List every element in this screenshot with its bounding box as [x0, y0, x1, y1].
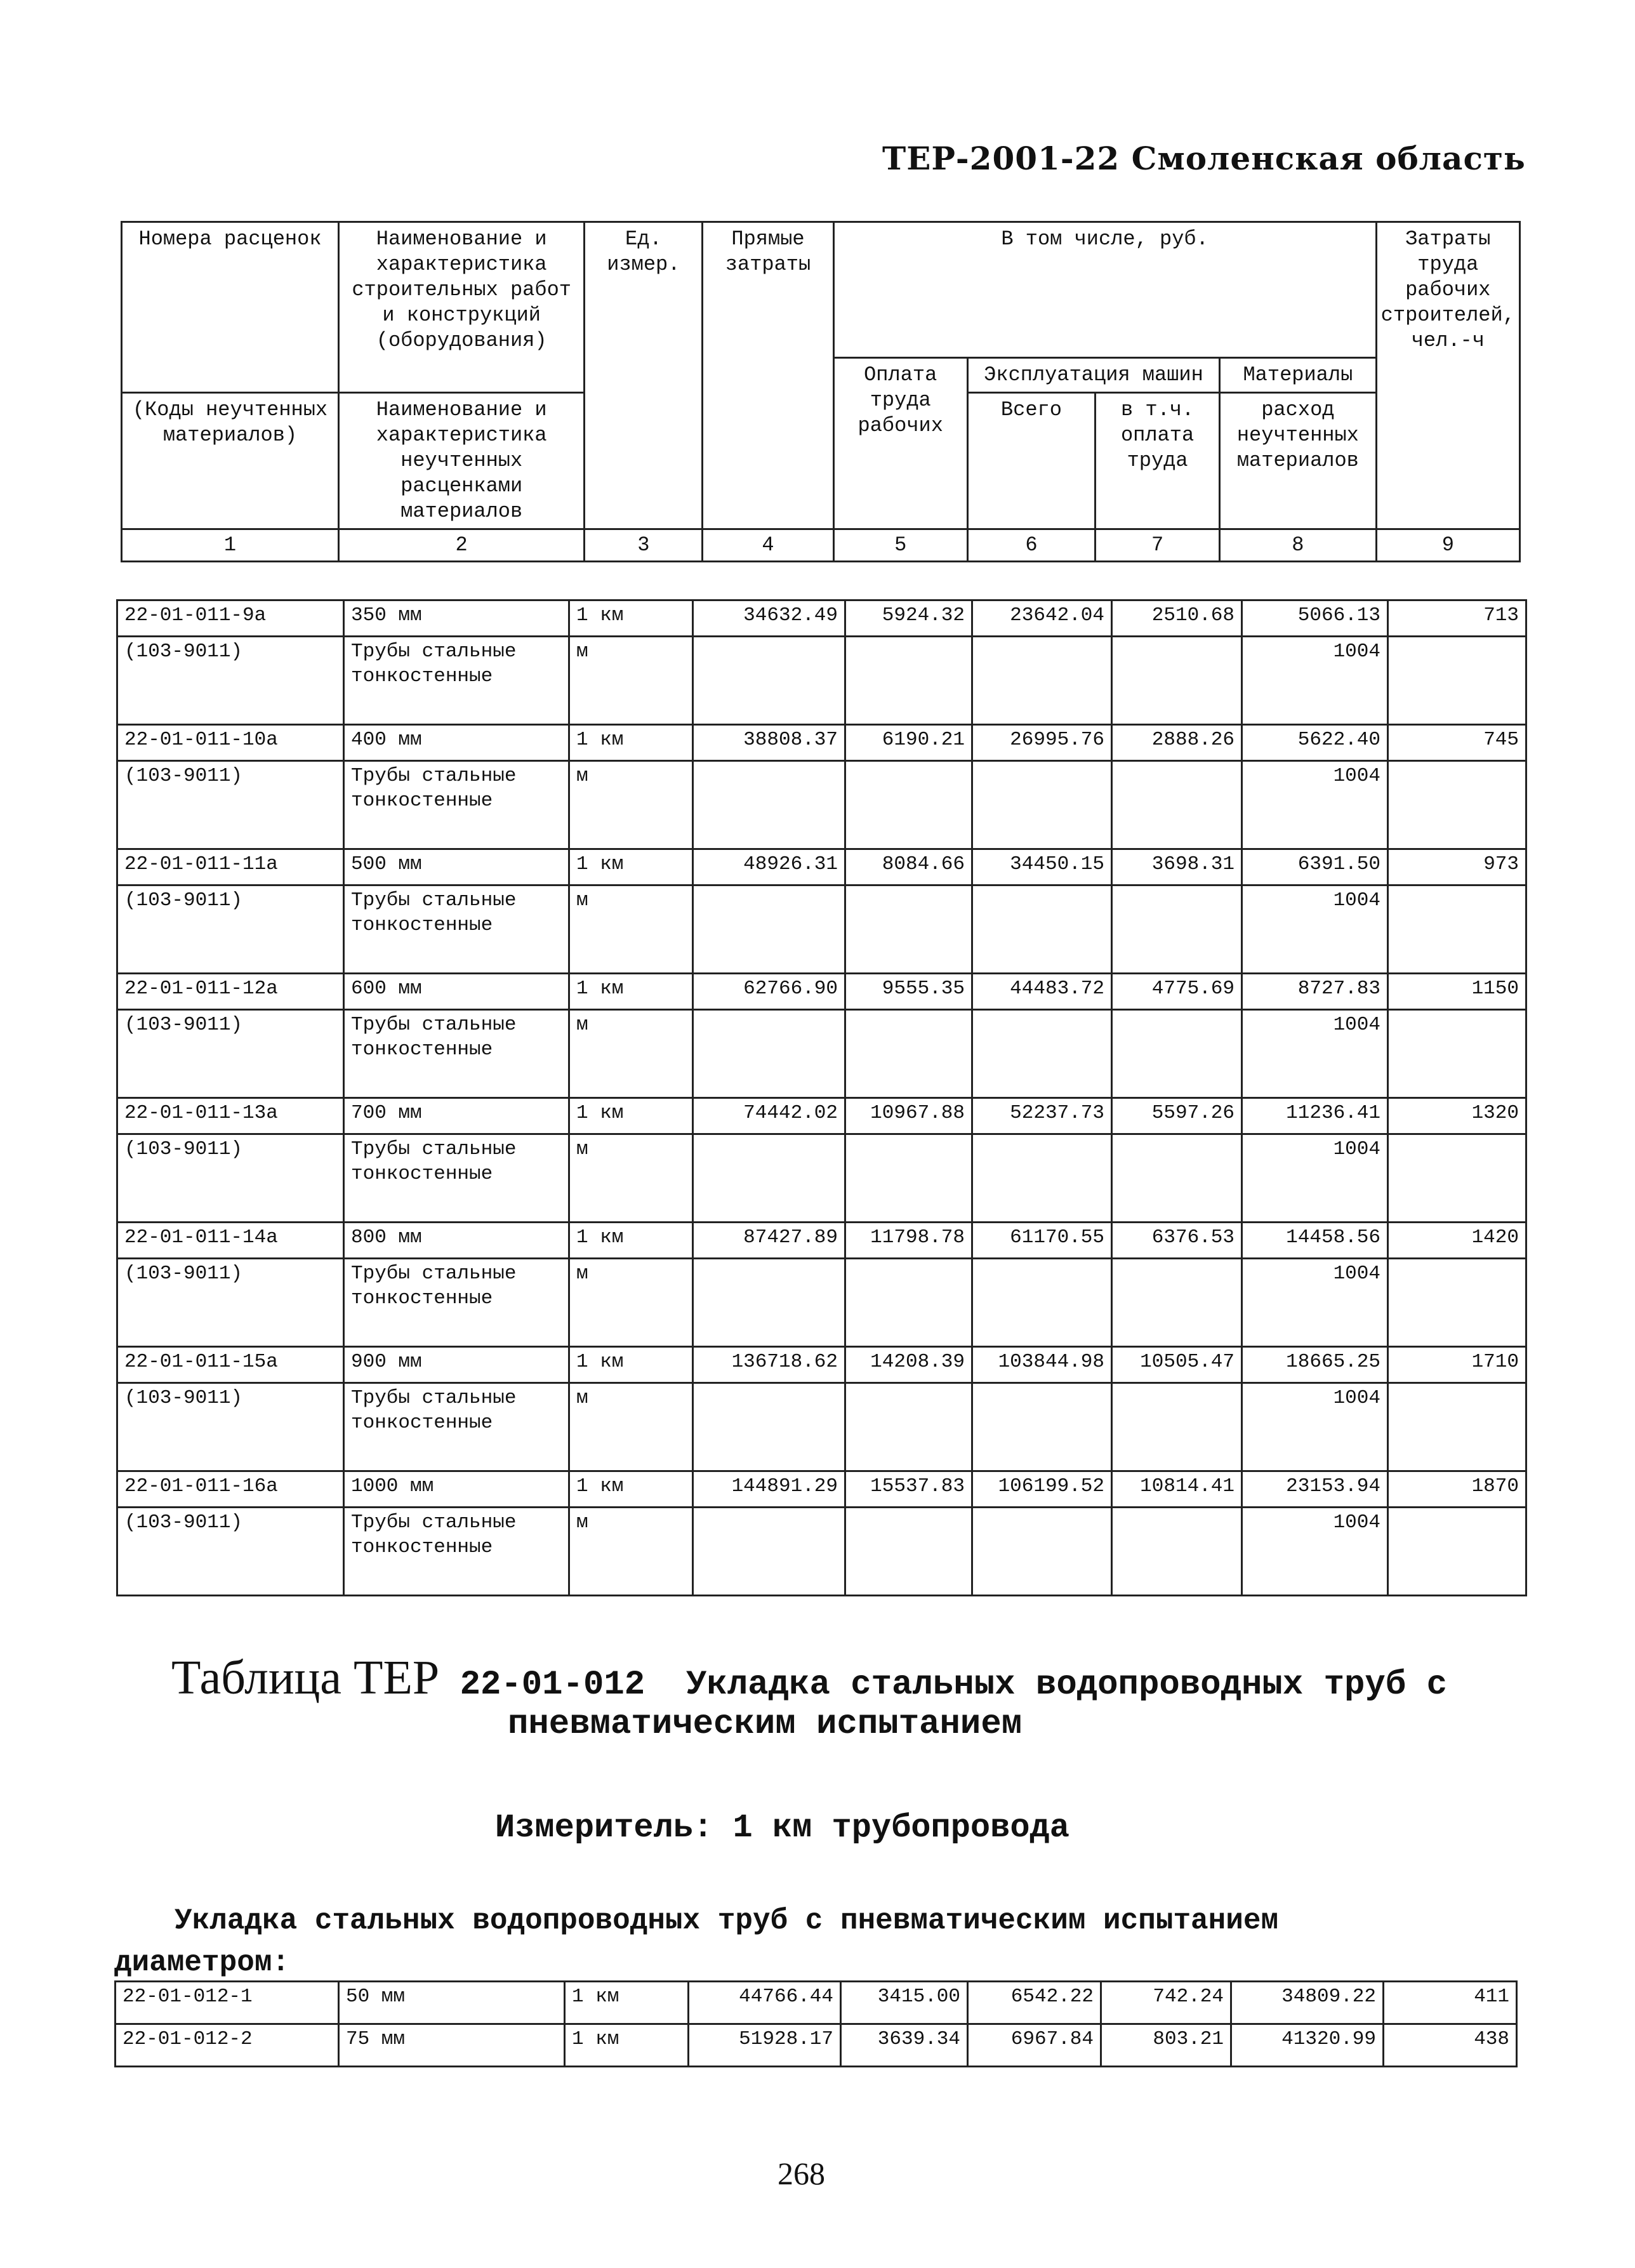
rate-hours: 713 — [1388, 600, 1526, 637]
material-qty: 1004 — [1242, 1259, 1388, 1347]
rate-materials: 18665.25 — [1242, 1347, 1388, 1383]
rate-materials: 34809.22 — [1231, 1982, 1384, 2024]
rate-machines: 23642.04 — [972, 600, 1112, 637]
header-direct: Прямые затраты — [703, 222, 833, 529]
rate-direct: 136718.62 — [693, 1347, 845, 1383]
rate-machines: 61170.55 — [972, 1223, 1112, 1259]
material-qty: 1004 — [1242, 1508, 1388, 1596]
rate-name: 1000 мм — [344, 1471, 569, 1508]
table-title-line2: пневматическим испытанием — [508, 1705, 1023, 1744]
rate-code: 22-01-011-9а — [117, 600, 344, 637]
rates-table — [116, 599, 1527, 1596]
rate-materials: 5066.13 — [1242, 600, 1388, 637]
material-qty: 1004 — [1242, 637, 1388, 725]
rate-labor: 11798.78 — [845, 1223, 972, 1259]
rate-unit: 1 км — [569, 1471, 693, 1508]
empty-cell — [1388, 761, 1526, 849]
rate-machines: 34450.15 — [972, 849, 1112, 885]
header-spacer — [122, 357, 339, 392]
rate-hours: 1420 — [1388, 1223, 1526, 1259]
header-num: 1 — [122, 529, 339, 561]
header-num: 5 — [833, 529, 967, 561]
rate-name: 800 мм — [344, 1223, 569, 1259]
empty-cell — [1388, 885, 1526, 974]
material-row — [117, 1259, 1526, 1347]
rate-materials: 41320.99 — [1231, 2024, 1384, 2067]
material-unit: м — [569, 1383, 693, 1471]
empty-cell — [972, 1259, 1112, 1347]
empty-cell — [1388, 637, 1526, 725]
empty-cell — [693, 1010, 845, 1098]
material-qty: 1004 — [1242, 1010, 1388, 1098]
material-code: (103-9011) — [117, 885, 344, 974]
rate-labor: 3415.00 — [841, 1982, 968, 2024]
material-qty: 1004 — [1242, 885, 1388, 974]
header-labor: Оплата труда рабочих — [833, 357, 967, 529]
empty-cell — [972, 637, 1112, 725]
header-material-usage: расход неучтенных материалов — [1220, 392, 1376, 529]
rate-hours: 1150 — [1388, 974, 1526, 1010]
material-name: Трубы стальные тонкостенные — [344, 1508, 569, 1596]
rate-code: 22-01-011-12а — [117, 974, 344, 1010]
empty-cell — [845, 1134, 972, 1223]
material-code: (103-9011) — [117, 1383, 344, 1471]
empty-cell — [972, 1383, 1112, 1471]
rate-code: 22-01-011-10а — [117, 725, 344, 761]
material-unit: м — [569, 885, 693, 974]
rate-direct: 74442.02 — [693, 1098, 845, 1134]
rate-machines-labor: 2510.68 — [1112, 600, 1242, 637]
material-code: (103-9011) — [117, 1508, 344, 1596]
empty-cell — [845, 637, 972, 725]
rate-code: 22-01-012-2 — [116, 2024, 339, 2067]
rate-unit: 1 км — [569, 974, 693, 1010]
material-row — [117, 761, 1526, 849]
rate-labor: 14208.39 — [845, 1347, 972, 1383]
empty-cell — [845, 885, 972, 974]
rate-hours: 1870 — [1388, 1471, 1526, 1508]
table-row — [117, 1223, 1526, 1259]
rates-table-2 — [114, 1980, 1518, 2067]
rate-unit: 1 км — [569, 1223, 693, 1259]
material-unit: м — [569, 1010, 693, 1098]
document-title: ТЕР-2001-22 Смоленская область — [882, 140, 1526, 177]
material-name: Трубы стальные тонкостенные — [344, 637, 569, 725]
rate-machines: 106199.52 — [972, 1471, 1112, 1508]
rate-direct: 144891.29 — [693, 1471, 845, 1508]
rate-machines-labor: 742.24 — [1101, 1982, 1231, 2024]
rate-direct: 44766.44 — [689, 1982, 841, 2024]
rate-code: 22-01-011-16а — [117, 1471, 344, 1508]
rate-code: 22-01-011-11а — [117, 849, 344, 885]
rate-materials: 6391.50 — [1242, 849, 1388, 885]
header-num: 2 — [339, 529, 585, 561]
rate-hours: 1710 — [1388, 1347, 1526, 1383]
material-qty: 1004 — [1242, 1383, 1388, 1471]
material-row — [117, 637, 1526, 725]
empty-cell — [1112, 637, 1242, 725]
empty-cell — [1388, 1259, 1526, 1347]
rate-direct: 62766.90 — [693, 974, 845, 1010]
header-material-codes: (Коды неучтенных материалов) — [122, 392, 339, 529]
rate-hours: 1320 — [1388, 1098, 1526, 1134]
header-machines-labor: в т.ч. оплата труда — [1096, 392, 1220, 529]
rate-direct: 87427.89 — [693, 1223, 845, 1259]
material-row — [117, 1010, 1526, 1098]
rate-code: 22-01-011-15а — [117, 1347, 344, 1383]
header-num: 7 — [1096, 529, 1220, 561]
rate-labor: 6190.21 — [845, 725, 972, 761]
rate-labor: 9555.35 — [845, 974, 972, 1010]
rate-machines: 103844.98 — [972, 1347, 1112, 1383]
material-row — [117, 885, 1526, 974]
table-prefix: Таблица ТЕР — [171, 1651, 440, 1704]
rate-direct: 48926.31 — [693, 849, 845, 885]
rate-name: 900 мм — [344, 1347, 569, 1383]
rate-materials: 8727.83 — [1242, 974, 1388, 1010]
header-unit: Ед. измер. — [585, 222, 703, 529]
empty-cell — [1388, 1508, 1526, 1596]
rate-machines-labor: 6376.53 — [1112, 1223, 1242, 1259]
empty-cell — [1112, 1383, 1242, 1471]
material-name: Трубы стальные тонкостенные — [344, 761, 569, 849]
empty-cell — [693, 637, 845, 725]
material-code: (103-9011) — [117, 1259, 344, 1347]
empty-cell — [845, 1010, 972, 1098]
rate-machines: 6967.84 — [968, 2024, 1101, 2067]
rate-unit: 1 км — [565, 2024, 689, 2067]
rate-materials: 11236.41 — [1242, 1098, 1388, 1134]
empty-cell — [1112, 761, 1242, 849]
intro-line1: Укладка стальных водопроводных труб с пневматическим испытанием — [175, 1904, 1279, 1937]
header-table — [121, 221, 1521, 562]
header-group-label: В том числе, руб. — [1001, 227, 1208, 251]
header-num: 3 — [585, 529, 703, 561]
table-row — [117, 725, 1526, 761]
material-unit: м — [569, 1508, 693, 1596]
rate-materials: 14458.56 — [1242, 1223, 1388, 1259]
page-number: 268 — [778, 2156, 825, 2191]
rate-unit: 1 км — [569, 1347, 693, 1383]
material-code: (103-9011) — [117, 637, 344, 725]
empty-cell — [1112, 1010, 1242, 1098]
empty-cell — [1112, 1259, 1242, 1347]
header-materials: Материалы — [1220, 357, 1376, 392]
empty-cell — [972, 1010, 1112, 1098]
rate-hours: 973 — [1388, 849, 1526, 885]
header-hours: Затраты труда рабочих строителей, чел.-ч — [1376, 222, 1519, 529]
material-unit: м — [569, 637, 693, 725]
material-row — [117, 1134, 1526, 1223]
header-group — [833, 222, 1376, 358]
header-machines-total: Всего — [967, 392, 1095, 529]
material-unit: м — [569, 1259, 693, 1347]
rate-machines: 52237.73 — [972, 1098, 1112, 1134]
material-name: Трубы стальные тонкостенные — [344, 1259, 569, 1347]
rate-labor: 10967.88 — [845, 1098, 972, 1134]
rate-machines-labor: 10505.47 — [1112, 1347, 1242, 1383]
material-code: (103-9011) — [117, 1010, 344, 1098]
table-row — [117, 1347, 1526, 1383]
rate-unit: 1 км — [569, 1098, 693, 1134]
header-num: 8 — [1220, 529, 1376, 561]
empty-cell — [972, 761, 1112, 849]
material-unit: м — [569, 1134, 693, 1223]
header-num: 9 — [1376, 529, 1519, 561]
empty-cell — [1112, 885, 1242, 974]
rate-machines-labor: 3698.31 — [1112, 849, 1242, 885]
empty-cell — [1112, 1508, 1242, 1596]
empty-cell — [845, 761, 972, 849]
material-row — [117, 1383, 1526, 1471]
rate-hours: 745 — [1388, 725, 1526, 761]
header-material-name: Наименование и характеристика неучтенных расценками материалов — [339, 392, 585, 529]
material-name: Трубы стальные тонкостенные — [344, 1010, 569, 1098]
empty-cell — [1388, 1010, 1526, 1098]
material-unit: м — [569, 761, 693, 849]
empty-cell — [693, 1383, 845, 1471]
rate-labor: 8084.66 — [845, 849, 972, 885]
header-codes: Номера расценок — [122, 222, 339, 358]
rate-machines: 6542.22 — [968, 1982, 1101, 2024]
rate-name: 75 мм — [339, 2024, 565, 2067]
empty-cell — [693, 885, 845, 974]
empty-cell — [693, 1259, 845, 1347]
rate-direct: 51928.17 — [689, 2024, 841, 2067]
header-machines: Эксплуатация машин — [967, 357, 1219, 392]
empty-cell — [972, 885, 1112, 974]
rate-materials: 23153.94 — [1242, 1471, 1388, 1508]
rate-machines-labor: 4775.69 — [1112, 974, 1242, 1010]
rate-machines-labor: 803.21 — [1101, 2024, 1231, 2067]
meter-label: Измеритель: 1 км трубопровода — [495, 1809, 1069, 1847]
material-name: Трубы стальные тонкостенные — [344, 1383, 569, 1471]
material-qty: 1004 — [1242, 761, 1388, 849]
rate-machines-labor: 2888.26 — [1112, 725, 1242, 761]
table-row — [117, 1471, 1526, 1508]
empty-cell — [1388, 1134, 1526, 1223]
rate-machines-labor: 5597.26 — [1112, 1098, 1242, 1134]
empty-cell — [972, 1134, 1112, 1223]
rate-machines: 44483.72 — [972, 974, 1112, 1010]
rate-machines-labor: 10814.41 — [1112, 1471, 1242, 1508]
rate-code: 22-01-012-1 — [116, 1982, 339, 2024]
rate-unit: 1 км — [569, 849, 693, 885]
header-number-row — [122, 529, 1520, 561]
rate-hours: 438 — [1384, 2024, 1517, 2067]
empty-cell — [845, 1383, 972, 1471]
rate-code: 22-01-011-13а — [117, 1098, 344, 1134]
empty-cell — [693, 761, 845, 849]
empty-cell — [972, 1508, 1112, 1596]
section-heading — [171, 1650, 1530, 1706]
material-qty: 1004 — [1242, 1134, 1388, 1223]
rate-direct: 38808.37 — [693, 725, 845, 761]
empty-cell — [693, 1134, 845, 1223]
material-row — [117, 1508, 1526, 1596]
table-code: 22-01-012 — [460, 1666, 645, 1704]
intro-line2: диаметром: — [114, 1946, 290, 1979]
rate-labor: 5924.32 — [845, 600, 972, 637]
rate-labor: 3639.34 — [841, 2024, 968, 2067]
table-row — [117, 974, 1526, 1010]
header-num: 4 — [703, 529, 833, 561]
material-code: (103-9011) — [117, 761, 344, 849]
table-title-line1: Укладка стальных водопроводных труб с — [686, 1666, 1448, 1704]
empty-cell — [1112, 1134, 1242, 1223]
rate-unit: 1 км — [569, 725, 693, 761]
rate-unit: 1 км — [565, 1982, 689, 2024]
rate-machines: 26995.76 — [972, 725, 1112, 761]
empty-cell — [845, 1508, 972, 1596]
rate-name: 400 мм — [344, 725, 569, 761]
table-row — [117, 600, 1526, 637]
header-spacer-2 — [339, 357, 585, 392]
rate-unit: 1 км — [569, 600, 693, 637]
rate-labor: 15537.83 — [845, 1471, 972, 1508]
rate-name: 350 мм — [344, 600, 569, 637]
material-name: Трубы стальные тонкостенные — [344, 885, 569, 974]
rate-materials: 5622.40 — [1242, 725, 1388, 761]
empty-cell — [845, 1259, 972, 1347]
table-row — [116, 1982, 1517, 2024]
empty-cell — [693, 1508, 845, 1596]
rate-direct: 34632.49 — [693, 600, 845, 637]
table-row — [117, 1098, 1526, 1134]
empty-cell — [1388, 1383, 1526, 1471]
table-row — [117, 849, 1526, 885]
rate-name: 50 мм — [339, 1982, 565, 2024]
table-row — [116, 2024, 1517, 2067]
rate-name: 500 мм — [344, 849, 569, 885]
rate-code: 22-01-011-14а — [117, 1223, 344, 1259]
material-code: (103-9011) — [117, 1134, 344, 1223]
header-num: 6 — [967, 529, 1095, 561]
rate-name: 700 мм — [344, 1098, 569, 1134]
material-name: Трубы стальные тонкостенные — [344, 1134, 569, 1223]
rate-hours: 411 — [1384, 1982, 1517, 2024]
rate-name: 600 мм — [344, 974, 569, 1010]
header-name: Наименование и характеристика строительных работ и конструкций (оборудования) — [339, 222, 585, 358]
